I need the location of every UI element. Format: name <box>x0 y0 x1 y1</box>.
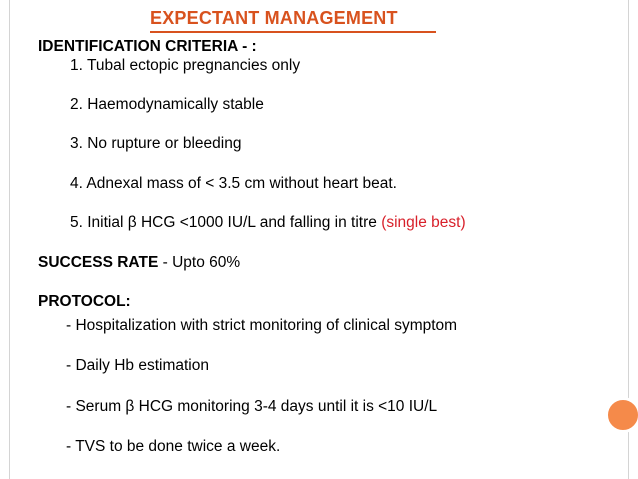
criteria-item-4: 4. Adnexal mass of < 3.5 cm without heart beat. <box>70 175 397 192</box>
slide-title-underline <box>150 31 436 33</box>
protocol-item-2: - Daily Hb estimation <box>66 357 209 374</box>
frame-left-line <box>9 0 10 479</box>
criteria-item-5 <box>70 214 466 232</box>
criteria-item-3: 3. No rupture or bleeding <box>70 135 242 152</box>
success-rate-label: SUCCESS RATE <box>38 254 159 271</box>
criteria-item-5-note: (single best) <box>381 214 466 231</box>
success-rate-value: - Upto 60% <box>158 254 241 271</box>
success-rate-line <box>38 254 240 272</box>
protocol-item-3: - Serum β HCG monitoring 3-4 days until it is <10 IU/L <box>66 398 438 415</box>
slide-title: EXPECTANT MANAGEMENT <box>150 8 398 28</box>
identification-heading: IDENTIFICATION CRITERIA - : <box>38 38 257 55</box>
protocol-heading: PROTOCOL: <box>38 293 131 310</box>
orange-circle-decoration <box>605 397 638 433</box>
criteria-item-5-text: 5. Initial β HCG <1000 IU/L and falling in titre <box>70 214 377 231</box>
criteria-item-2: 2. Haemodynamically stable <box>70 96 264 113</box>
protocol-item-1: - Hospitalization with strict monitoring of clinical symptom <box>66 317 458 334</box>
criteria-item-1: 1. Tubal ectopic pregnancies only <box>70 57 301 74</box>
protocol-item-4: - TVS to be done twice a week. <box>66 438 281 455</box>
